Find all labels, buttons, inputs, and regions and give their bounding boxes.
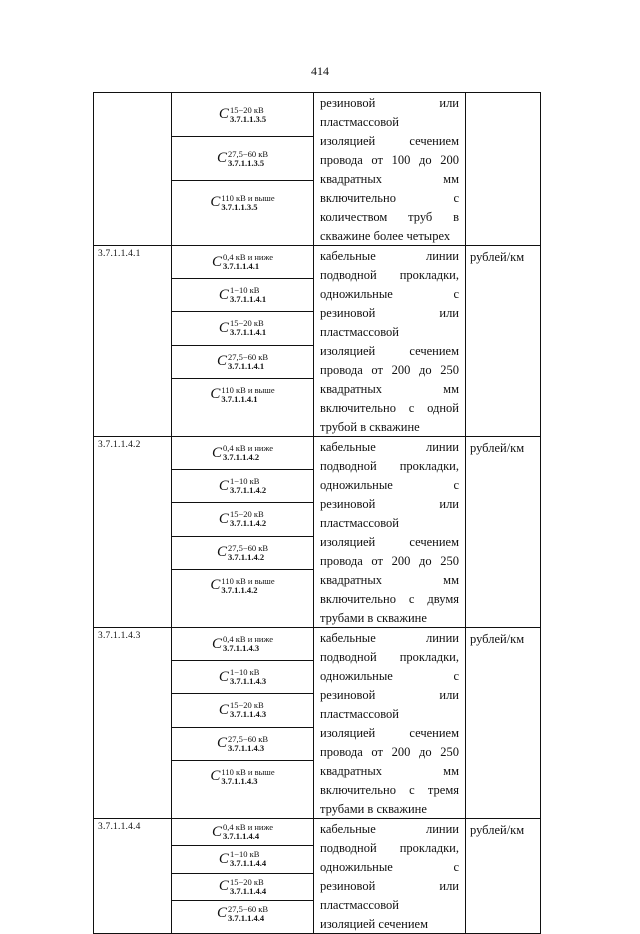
symbol-letter: C xyxy=(210,386,221,403)
description-line: включительно с одной xyxy=(320,401,459,415)
tariff-symbol xyxy=(219,850,266,868)
tariff-symbol-cell xyxy=(172,537,313,570)
symbol-index: 3.7.1.1.4.1 xyxy=(229,327,267,338)
symbol-index: 3.7.1.1.4.1 xyxy=(221,393,258,404)
tariff-symbol-cell xyxy=(172,181,313,224)
symbol-index: 3.7.1.1.4.1 xyxy=(227,360,265,371)
voltage-class: 15−20 кВ xyxy=(229,509,264,520)
description-line: одножильные с xyxy=(320,478,459,492)
description-cell xyxy=(314,93,466,246)
page-number: 414 xyxy=(311,64,329,78)
symbol-index: 3.7.1.1.4.1 xyxy=(229,294,267,305)
symbol-index: 3.7.1.1.4.4 xyxy=(229,858,267,869)
symbol-index: 3.7.1.1.4.3 xyxy=(229,709,267,720)
tariff-symbol xyxy=(219,319,266,337)
row-code: 3.7.1.1.4.4 xyxy=(94,819,172,934)
voltage-class: 27,5−60 кВ xyxy=(227,148,269,159)
description-line: одножильные с xyxy=(320,860,459,874)
voltage-class: 0,4 кВ и ниже xyxy=(223,252,273,263)
description-line: кабельные линии xyxy=(320,440,459,454)
tariff-symbol xyxy=(210,194,274,212)
description-line: одножильные с xyxy=(320,669,459,683)
symbol-cell xyxy=(172,93,314,246)
symbol-letter: C xyxy=(218,668,229,685)
symbol-cell xyxy=(172,628,314,819)
description-line: подводной прокладки, xyxy=(320,268,459,282)
description-cell xyxy=(314,628,466,819)
voltage-class: 27,5−60 кВ xyxy=(227,351,269,362)
tariff-symbol-cell xyxy=(172,874,313,901)
tariff-symbol xyxy=(217,353,268,371)
description-line: пластмассовой xyxy=(320,898,399,912)
tariff-symbol xyxy=(212,444,273,462)
symbol-letter: C xyxy=(212,823,223,840)
symbol-letter: C xyxy=(210,577,221,594)
symbol-cell xyxy=(172,437,314,628)
symbol-index: 3.7.1.1.4.2 xyxy=(227,551,265,562)
symbol-letter: C xyxy=(218,286,229,303)
tariff-symbol xyxy=(219,701,266,719)
symbol-letter: C xyxy=(218,510,229,527)
symbol-letter: C xyxy=(216,544,227,561)
voltage-class: 110 кВ и выше xyxy=(221,766,275,777)
tariff-symbol-cell xyxy=(172,694,313,727)
row-code: 3.7.1.1.4.2 xyxy=(94,437,172,628)
unit-cell: рублей/км xyxy=(466,437,541,628)
description-line: кабельные линии xyxy=(320,822,459,836)
symbol-index: 3.7.1.1.4.3 xyxy=(229,676,267,687)
description-line: изоляцией сечением xyxy=(320,535,459,549)
tariff-symbol-cell xyxy=(172,661,313,694)
tariff-symbol-cell xyxy=(172,312,313,345)
voltage-class: 0,4 кВ и ниже xyxy=(223,634,273,645)
symbol-letter: C xyxy=(216,353,227,370)
symbol-index: 3.7.1.1.3.5 xyxy=(229,113,267,124)
description-line: резиновой или xyxy=(320,879,459,893)
symbol-index: 3.7.1.1.4.2 xyxy=(223,452,260,463)
symbol-index: 3.7.1.1.4.4 xyxy=(229,885,267,896)
description-line: провода от 200 до 250 xyxy=(320,363,459,377)
voltage-class: 15−20 кВ xyxy=(229,700,264,711)
symbol-index: 3.7.1.1.4.2 xyxy=(221,584,258,595)
tariff-symbol xyxy=(212,253,273,271)
description-line: трубой в скважине xyxy=(320,420,420,434)
table-row xyxy=(94,437,541,628)
voltage-class: 1−10 кВ xyxy=(229,285,260,296)
symbol-index: 3.7.1.1.4.3 xyxy=(221,775,258,786)
description-line: скважине более четырех xyxy=(320,229,451,243)
voltage-class: 27,5−60 кВ xyxy=(227,903,269,914)
tariff-symbol xyxy=(212,823,273,841)
tariff-symbol xyxy=(217,150,268,168)
description-line: квадратных мм xyxy=(320,764,459,778)
voltage-class: 1−10 кВ xyxy=(229,849,260,860)
description-line: квадратных мм xyxy=(320,172,459,186)
tariff-symbol xyxy=(219,286,266,304)
unit-cell: рублей/км xyxy=(466,819,541,934)
tariff-symbol xyxy=(219,668,266,686)
symbol-letter: C xyxy=(218,850,229,867)
description-line: количеством труб в xyxy=(320,210,459,224)
symbol-letter: C xyxy=(218,477,229,494)
tariff-symbol xyxy=(219,878,266,896)
tariff-symbol-cell xyxy=(172,728,313,761)
voltage-class: 1−10 кВ xyxy=(229,667,260,678)
tariff-symbol xyxy=(212,635,273,653)
table-row xyxy=(94,628,541,819)
symbol-letter: C xyxy=(218,106,229,122)
symbol-index: 3.7.1.1.4.4 xyxy=(227,912,265,923)
description-line: квадратных мм xyxy=(320,382,459,396)
tariff-symbol-cell xyxy=(172,846,313,873)
description-cell xyxy=(314,246,466,437)
symbol-cell xyxy=(172,819,314,934)
tariff-symbol-cell xyxy=(172,570,313,602)
tariff-symbol xyxy=(217,905,268,923)
description-line: изоляцией сечением xyxy=(320,134,459,148)
tariff-symbol xyxy=(219,510,266,528)
unit-cell xyxy=(466,93,541,246)
tariff-symbol-cell xyxy=(172,503,313,536)
description-line: провода от 100 до 200 xyxy=(320,153,459,167)
description-line: пластмассовой xyxy=(320,115,399,129)
voltage-class: 0,4 кВ и ниже xyxy=(223,443,273,454)
row-code: 3.7.1.1.4.3 xyxy=(94,628,172,819)
tariff-symbol-cell xyxy=(172,279,313,312)
description-line: кабельные линии xyxy=(320,249,459,263)
symbol-index: 3.7.1.1.4.3 xyxy=(227,742,265,753)
voltage-class: 15−20 кВ xyxy=(229,318,264,329)
symbol-index: 3.7.1.1.4.2 xyxy=(229,485,267,496)
voltage-class: 15−20 кВ xyxy=(229,104,264,115)
description-cell xyxy=(314,437,466,628)
symbol-letter: C xyxy=(218,878,229,895)
description-line: провода от 200 до 250 xyxy=(320,554,459,568)
symbol-letter: C xyxy=(210,194,221,210)
description-line: трубами в скважине xyxy=(320,802,427,816)
symbol-letter: C xyxy=(218,319,229,336)
voltage-class: 27,5−60 кВ xyxy=(227,733,269,744)
tariff-symbol xyxy=(210,577,274,595)
description-line: трубами в скважине xyxy=(320,611,427,625)
symbol-index: 3.7.1.1.4.3 xyxy=(223,643,260,654)
tariff-symbol-cell xyxy=(172,437,313,470)
tariff-symbol-cell xyxy=(172,379,313,411)
voltage-class: 110 кВ и выше xyxy=(221,575,275,586)
tariff-table xyxy=(93,92,541,934)
description-line: включительно с двумя xyxy=(320,592,459,606)
description-line: подводной прокладки, xyxy=(320,459,459,473)
description-line: подводной прокладки, xyxy=(320,650,459,664)
row-code: 3.7.1.1.4.1 xyxy=(94,246,172,437)
description-line: квадратных мм xyxy=(320,573,459,587)
symbol-letter: C xyxy=(212,253,223,270)
voltage-class: 1−10 кВ xyxy=(229,476,260,487)
symbol-index: 3.7.1.1.3.5 xyxy=(227,157,265,168)
description-line: кабельные линии xyxy=(320,631,459,645)
description-line: резиновой или xyxy=(320,497,459,511)
voltage-class: 15−20 кВ xyxy=(229,876,264,887)
tariff-symbol-cell xyxy=(172,346,313,379)
description-line: изоляцией сечением xyxy=(320,344,459,358)
description-line: изоляцией сечением xyxy=(320,726,459,740)
voltage-class: 27,5−60 кВ xyxy=(227,542,269,553)
tariff-symbol-cell xyxy=(172,246,313,279)
table-row xyxy=(94,819,541,934)
voltage-class: 110 кВ и выше xyxy=(221,384,275,395)
symbol-index: 3.7.1.1.4.2 xyxy=(229,518,267,529)
tariff-symbol xyxy=(217,735,268,753)
description-line: пластмассовой xyxy=(320,707,399,721)
description-line: одножильные с xyxy=(320,287,459,301)
symbol-index: 3.7.1.1.4.4 xyxy=(223,831,260,842)
symbol-letter: C xyxy=(216,905,227,922)
tariff-symbol-cell xyxy=(172,819,313,846)
tariff-symbol-cell xyxy=(172,628,313,661)
description-line: включительно с xyxy=(320,191,459,205)
description-line: резиновой или xyxy=(320,306,459,320)
symbol-letter: C xyxy=(212,635,223,652)
symbol-letter: C xyxy=(216,150,227,166)
symbol-cell xyxy=(172,246,314,437)
description-line: изоляцией сечением xyxy=(320,917,428,931)
row-code xyxy=(94,93,172,246)
table-body xyxy=(94,93,541,934)
symbol-letter: C xyxy=(216,735,227,752)
table-row xyxy=(94,246,541,437)
tariff-symbol xyxy=(217,544,268,562)
tariff-symbol xyxy=(210,386,274,404)
description-line: подводной прокладки, xyxy=(320,841,459,855)
symbol-letter: C xyxy=(210,768,221,785)
tariff-symbol xyxy=(210,768,274,786)
description-line: резиновой или xyxy=(320,688,459,702)
description-line: включительно с тремя xyxy=(320,783,459,797)
description-cell xyxy=(314,819,466,934)
unit-cell: рублей/км xyxy=(466,246,541,437)
description-line: резиновой или xyxy=(320,96,459,110)
table-row xyxy=(94,93,541,246)
symbol-letter: C xyxy=(218,701,229,718)
symbol-index: 3.7.1.1.3.5 xyxy=(221,201,258,212)
symbol-index: 3.7.1.1.4.1 xyxy=(223,261,260,272)
tariff-symbol-cell xyxy=(172,470,313,503)
tariff-symbol-cell xyxy=(172,761,313,793)
tariff-symbol-cell xyxy=(172,137,313,181)
description-line: пластмассовой xyxy=(320,325,399,339)
tariff-symbol xyxy=(219,106,266,124)
description-line: пластмассовой xyxy=(320,516,399,530)
voltage-class: 0,4 кВ и ниже xyxy=(223,822,273,833)
symbol-letter: C xyxy=(212,444,223,461)
description-line: провода от 200 до 250 xyxy=(320,745,459,759)
tariff-symbol xyxy=(219,477,266,495)
voltage-class: 110 кВ и выше xyxy=(221,192,275,203)
unit-cell: рублей/км xyxy=(466,628,541,819)
tariff-symbol-cell xyxy=(172,93,313,137)
